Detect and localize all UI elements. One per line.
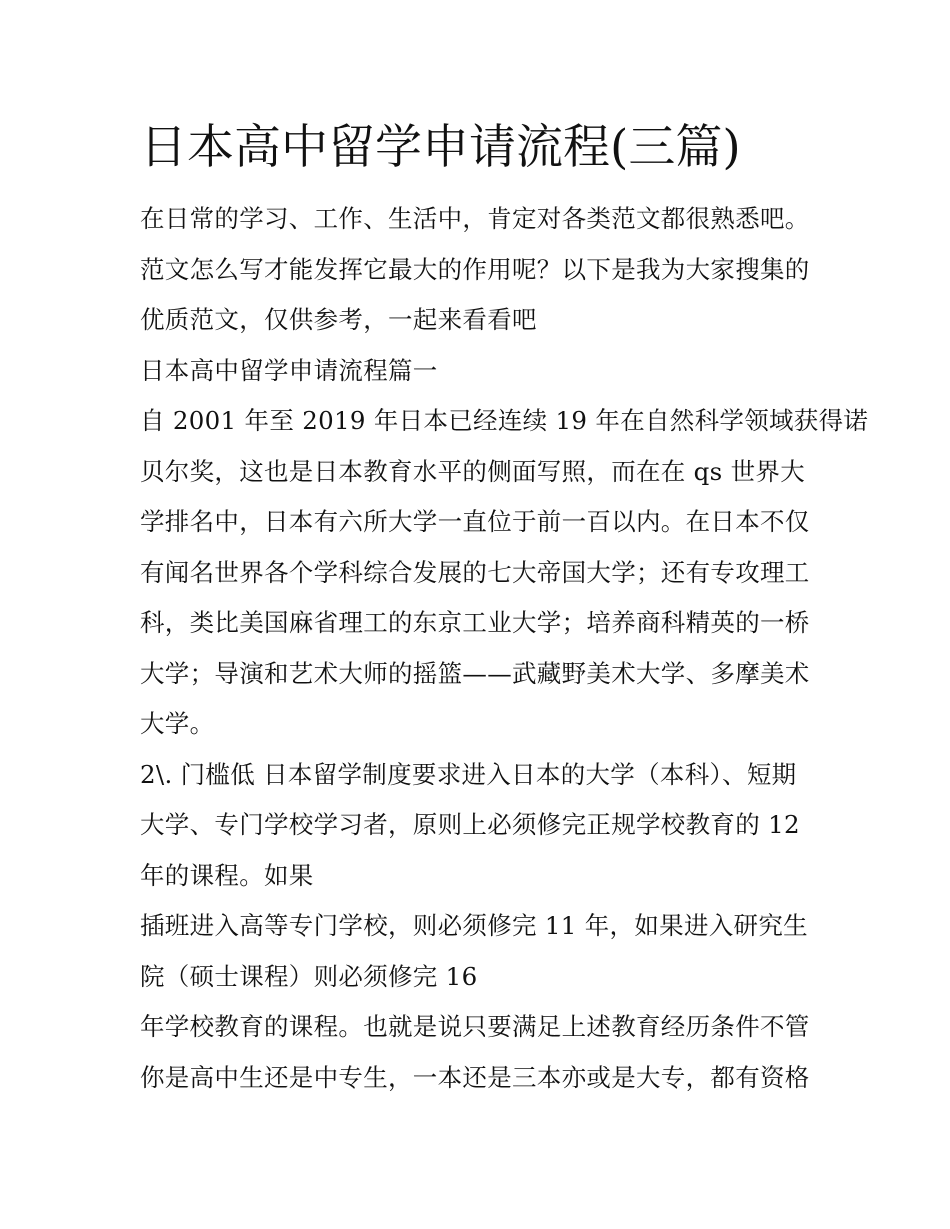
text-line: 2\. 门槛低 日本留学制度要求进入日本的大学（本科）、短期 — [140, 759, 797, 789]
text-line: 插班进入高等专门学校，则必须修完 11 年，如果进入研究生 — [140, 911, 808, 940]
text-line: 科，类比美国麻省理工的东京工业大学；培养商科精英的一桥 — [140, 608, 810, 637]
text-line: 你是高中生还是中专生，一本还是三本亦或是大专，都有资格 — [140, 1062, 810, 1092]
text-line: 大学；导演和艺术大师的摇篮——武藏野美术大学、多摩美术 — [140, 658, 810, 688]
text-line: 年的课程。如果 — [140, 860, 314, 890]
text-line: 日本高中留学申请流程篇一 — [140, 355, 438, 385]
text-line: 范文怎么写才能发挥它最大的作用呢？以下是我为大家搜集的 — [140, 254, 810, 284]
document-content — [140, 112, 869, 1103]
text-line: 贝尔奖，这也是日本教育水平的侧面写照，而在在 qs 世界大 — [140, 456, 806, 486]
body-paragraph — [140, 750, 830, 902]
document-title: 日本高中留学申请流程(三篇) — [140, 120, 741, 175]
text-line: 大学。 — [140, 709, 215, 738]
text-line: 有闻名世界各个学科综合发展的七大帝国大学；还有专攻理工 — [140, 557, 810, 587]
text-line: 优质范文，仅供参考，一起来看看吧 — [140, 305, 537, 334]
body-paragraph — [140, 1002, 830, 1103]
body-paragraph — [140, 901, 830, 1002]
text-line: 自 2001 年至 2019 年日本已经连续 19 年在自然科学领域获得诺 — [140, 406, 869, 435]
text-line: 大学、专门学校学习者，原则上必须修完正规学校教育的 12 — [140, 810, 800, 839]
text-line: 年学校教育的课程。也就是说只要满足上述教育经历条件不管 — [140, 1012, 810, 1041]
text-line: 院（硕士课程）则必须修完 16 — [140, 961, 478, 991]
body-paragraph — [140, 396, 869, 750]
text-line: 学排名中，日本有六所大学一直位于前一百以内。在日本不仅 — [140, 507, 810, 536]
intro-paragraph — [140, 194, 830, 346]
text-line: 在日常的学习、工作、生活中，肯定对各类范文都很熟悉吧。 — [140, 204, 810, 233]
section-heading — [140, 346, 830, 397]
